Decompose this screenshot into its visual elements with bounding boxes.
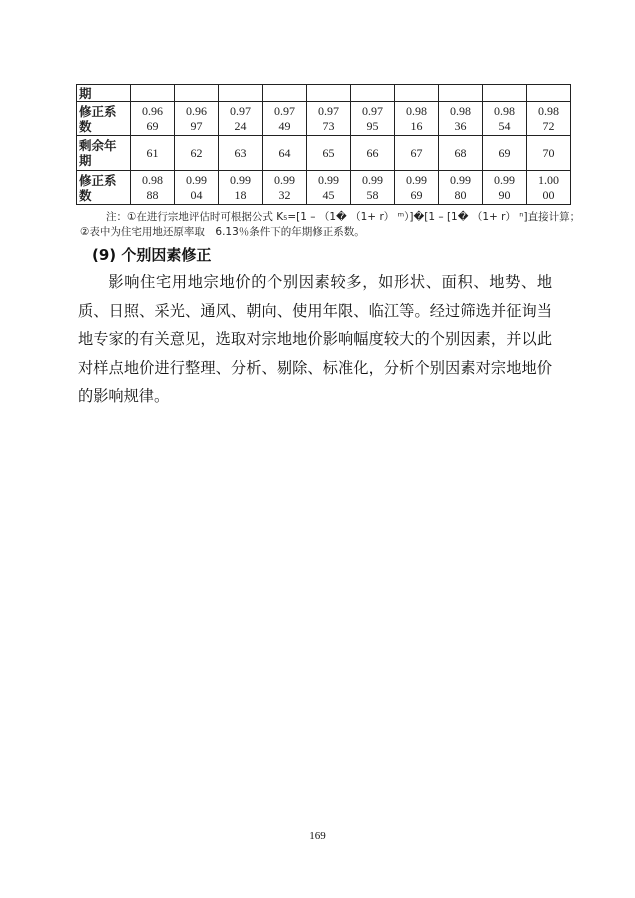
table-cell: [131, 85, 175, 102]
table-row: [77, 102, 571, 136]
row-header: 期: [77, 85, 131, 102]
table-cell: 0.97 49: [263, 102, 307, 136]
table-cell: 0.98 36: [439, 102, 483, 136]
table-cell: 0.98 16: [395, 102, 439, 136]
table-cell: 68: [439, 136, 483, 171]
table-cell: [483, 85, 527, 102]
table-cell: 0.99 90: [483, 171, 527, 205]
table-cell: 0.97 73: [307, 102, 351, 136]
table-cell: 66: [351, 136, 395, 171]
table-cell: [395, 85, 439, 102]
table-note-1: 注：①在进行宗地评估时可根据公式 K₅=[1 – （1� （1+ r） ᵐ）]�[1 – [1� （1+ r） ⁿ]直接计算；: [106, 211, 581, 223]
table-cell: 0.99 32: [263, 171, 307, 205]
table-cell: 0.99 04: [175, 171, 219, 205]
table-cell: 0.99 58: [351, 171, 395, 205]
correction-table-wrap: [76, 84, 571, 205]
table-cell: [307, 85, 351, 102]
table-cell: [439, 85, 483, 102]
table-cell: [527, 85, 571, 102]
table-cell: 0.96 97: [175, 102, 219, 136]
table-cell: 0.99 18: [219, 171, 263, 205]
table-cell: 0.98 88: [131, 171, 175, 205]
row-header: 剩余年 期: [77, 136, 131, 171]
table-cell: 0.99 45: [307, 171, 351, 205]
table-cell: 67: [395, 136, 439, 171]
table-cell: 63: [219, 136, 263, 171]
row-header: 修正系 数: [77, 171, 131, 205]
table-cell: 65: [307, 136, 351, 171]
table-row: [77, 85, 571, 102]
table-row: [77, 136, 571, 171]
table-cell: [351, 85, 395, 102]
table-row: [77, 171, 571, 205]
table-cell: 69: [483, 136, 527, 171]
table-cell: [175, 85, 219, 102]
body-paragraph: 影响住宅用地宗地价的个别因素较多，如形状、面积、地势、地质、日照、采光、通风、朝向、使用年限、临江等。经过筛选并征询当地专家的有关意见，选取对宗地地价影响幅度较大的个别因素，并以此对样点地价进行整理、分析、剔除、标准化，分析个别因素对宗地地价的影响规律。: [78, 273, 552, 405]
table-cell: 61: [131, 136, 175, 171]
table-cell: 70: [527, 136, 571, 171]
table-cell: 0.97 24: [219, 102, 263, 136]
table-note-2: ②表中为住宅用地还原率取 6.13％条件下的年期修正系数。: [80, 226, 365, 238]
table-cell: 0.99 69: [395, 171, 439, 205]
table-cell: [263, 85, 307, 102]
row-header: 修正系 数: [77, 102, 131, 136]
section-heading: (9) 个别因素修正: [92, 246, 212, 264]
table-body: [77, 85, 571, 205]
table-cell: 0.98 72: [527, 102, 571, 136]
page-number: 169: [309, 830, 326, 842]
period-correction-table: [76, 84, 571, 205]
table-cell: 0.98 54: [483, 102, 527, 136]
table-cell: 64: [263, 136, 307, 171]
table-cell: 62: [175, 136, 219, 171]
table-cell: [219, 85, 263, 102]
table-cell: 0.99 80: [439, 171, 483, 205]
table-cell: 0.97 95: [351, 102, 395, 136]
table-cell: 0.96 69: [131, 102, 175, 136]
table-cell: 1.00 00: [527, 171, 571, 205]
